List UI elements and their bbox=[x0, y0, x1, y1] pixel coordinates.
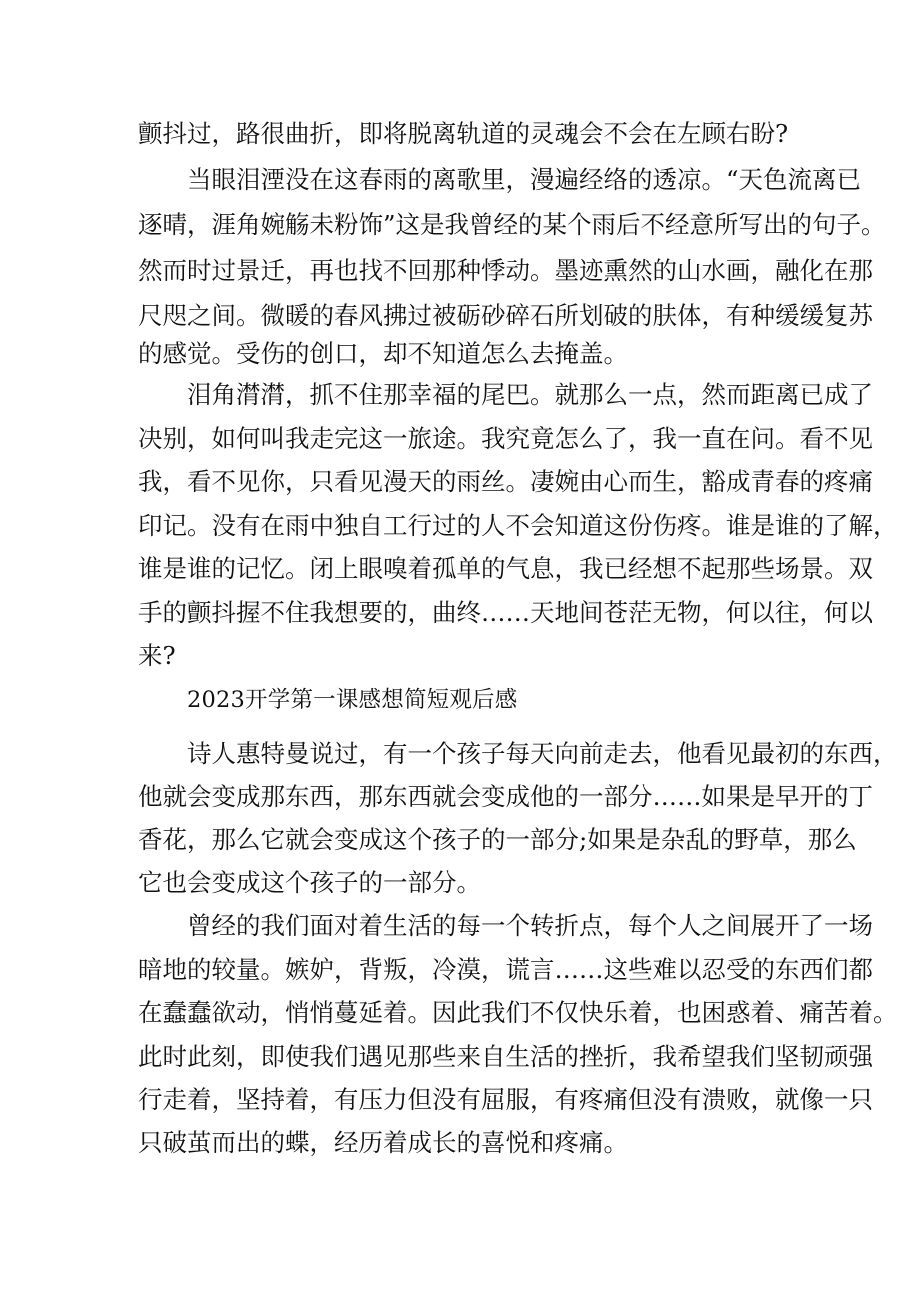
paragraph-3-line: 诗人惠特曼说过，有一个孩子每天向前走去，他看见最初的东西， bbox=[187, 739, 898, 768]
paragraph-1-line: 尺咫之间。微暖的春风拂过被砺砂碎石所划破的肤体，有种缓缓复苏 bbox=[138, 301, 873, 330]
paragraph-4-line: 曾经的我们面对着生活的每一个转折点，每个人之间展开了一场 bbox=[187, 911, 873, 940]
paragraph-3-line: 香花，那么它就会变成这个孩子的一部分;如果是杂乱的野草，那么 bbox=[138, 825, 857, 854]
section-title: 2023开学第一课感想简短观后感 bbox=[187, 687, 518, 713]
paragraph-2-line: 印记。没有在雨中独自工行过的人不会知道这份伤疼。谁是谁的了解， bbox=[138, 511, 898, 540]
paragraph-2-line: 来? bbox=[138, 641, 176, 670]
paragraph-1-line: 然而时过景迁，再也找不回那种悸动。墨迹熏然的山水画，融化在那 bbox=[138, 256, 873, 285]
paragraph-1-line: 的感觉。受伤的创口，却不知道怎么去掩盖。 bbox=[138, 339, 628, 368]
intro-fragment-line: 颤抖过，路很曲折，即将脱离轨道的灵魂会不会在左顾右盼? bbox=[138, 119, 789, 148]
paragraph-4-line: 暗地的较量。嫉妒，背叛，冷漠，谎言……这些难以忍受的东西们都 bbox=[138, 955, 873, 984]
paragraph-1-line: 当眼泪湮没在这春雨的离歌里，漫遍经络的透凉。“天色流离已 bbox=[187, 165, 862, 194]
paragraph-4-line: 在蠢蠢欲动，悄悄蔓延着。因此我们不仅快乐着，也困惑着、痛苦着。 bbox=[138, 998, 898, 1027]
paragraph-2-line: 泪角潸潸，抓不住那幸福的尾巴。就那么一点，然而距离已成了 bbox=[187, 380, 873, 409]
paragraph-2-line: 手的颤抖握不住我想要的，曲终……天地间苍茫无物，何以往，何以 bbox=[138, 598, 873, 627]
paragraph-1-line: 逐晴，涯角婉觞未粉饰”这是我曾经的某个雨后不经意所写出的句子。 bbox=[138, 210, 886, 239]
paragraph-2-line: 我，看不见你，只看见漫天的雨丝。凄婉由心而生，豁成青春的疼痛 bbox=[138, 467, 873, 496]
paragraph-4-line: 只破茧而出的蝶，经历着成长的喜悦和疼痛。 bbox=[138, 1128, 628, 1157]
paragraph-4-line: 此时此刻，即使我们遇见那些来自生活的挫折，我希望我们坚韧顽强 bbox=[138, 1042, 873, 1071]
paragraph-2-line: 决别，如何叫我走完这一旅途。我究竟怎么了，我一直在问。看不见 bbox=[138, 424, 873, 453]
paragraph-4-line: 行走着，坚持着，有压力但没有屈服，有疼痛但没有溃败，就像一只 bbox=[138, 1085, 873, 1114]
paragraph-3-line: 它也会变成这个孩子的一部分。 bbox=[138, 868, 481, 897]
paragraph-2-line: 谁是谁的记忆。闭上眼嗅着孤单的气息，我已经想不起那些场景。双 bbox=[138, 554, 873, 583]
paragraph-3-line: 他就会变成那东西，那东西就会变成他的一部分……如果是早开的丁 bbox=[138, 782, 873, 811]
